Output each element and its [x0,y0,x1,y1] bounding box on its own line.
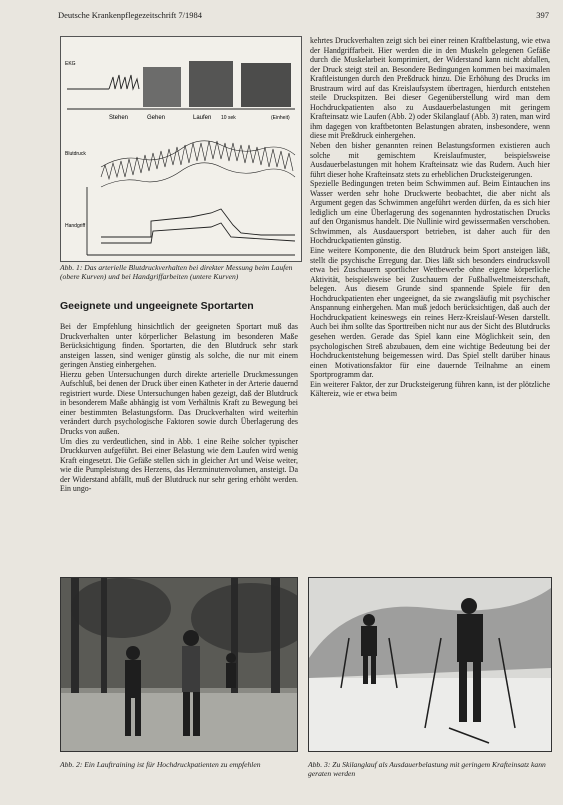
left-column [60,322,298,494]
page-number: 397 [536,10,549,20]
journal-title: Deutsche Krankenpflegezeitschrift 7/1984 [58,10,202,20]
figure-3-ski-photo [308,577,552,752]
right-paragraph-4: Eine weitere Komponente, die den Blutdruck beim Sport ansteigen läßt, stellt die psychische Erregung dar. Dies läßt sich besonders eindrucksvoll etwa bei Zuschauern sportlicher Wettbewerbe ohne eigene körperliche Aktivität, beispielsweise bei Zuschauern der Fußballweltmeisterschaft, belegen. Aus diesem Grunde sind spannende Spiele für den Hochdruckpatienten eher ungeeignet, da sie zwangsläufig mit psychischer Anspannung einhergehen. Man muß jedoch berücksichtigen, daß auch der Hochdruckpatient keineswegs ein reines Herz-Kreislauf-Wesen darstellt. Auch bei ihm sollte das Sporttreiben nicht nur aus der Sicht des Blutdrucks gesehen werden. Gerade das Spiel kann eine Möglichkeit sein, den psychologischen Streß abzubauen, dem eine wichtige Bedeutung bei der Hochdruckentstehung beigemessen wird. Das Spiel stellt darüber hinaus einen Motivationsfaktor für eine dauernde Teilnahme an einem Sportprogramm dar. [310,246,550,380]
right-paragraph-1: kehrtes Druckverhalten zeigt sich bei einer reinen Kraftbelastung, wie etwa der Handgriffarbeit. Hier werden die in den Muskeln gelegenen Gefäße durch die Muskelarbeit komprimiert, der Widerstand kann nicht abfallen, der Druck steigt steil an. Besondere Bedingungen kommen bei maximalen Kraftleistungen durch den Preßdruck hinzu. Die Erhöhung des Drucks im Brustraum wird auf das Kreislaufsystem übertragen, hierdurch entstehen steile Druckspitzen. Bei dieser Gegenüberstellung wird man dem Hochdruckpatienten also zu Ausdauerbelastungen mit geringem Krafteinsatz wie Laufen (Abb. 2) oder Skilanglauf (Abb. 3) raten, man wird ihm dagegen von kraftbetonten Belastungen abraten, insbesondere, wenn diese mit Preßdruck einhergehen. [310,36,550,141]
figure-1-caption: Abb. 1: Das arterielle Blutdruckverhalten bei direkter Messung beim Laufen (obere Kurven) und bei Handgriffarbeiten (untere Kurven) [60,263,293,282]
label-stehen: Stehen [109,115,129,121]
right-column [310,36,550,399]
label-unit-left: 10 sek [221,115,236,121]
label-laufen: Laufen [193,115,212,121]
figure-3-caption: Abb. 3: Zu Skilanglauf als Ausdauerbelastung mit geringem Krafteinsatz kann geraten werden [308,760,546,779]
left-paragraph-3: Um dies zu verdeutlichen, sind in Abb. 1 eine Reihe solcher typischer Druckkurven aufgeführt. Bei einer Belastung wie dem Laufen wird wenig Kraft eingesetzt. Die Gefäße stellen sich in gleicher Art und Weise weiter, wie die Pumpleistung des Herzens, das Herzminutenvolumen, ansteigt. Da der Widerstand abfällt, muß der Blutdruck nur sehr gering erhöht werden. Ein ungo- [60,436,298,494]
label-hand: Handgriff [65,223,86,229]
right-paragraph-5: Ein weiterer Faktor, der zur Drucksteigerung führen kann, ist der plötzliche Kältereiz, wie er etwa beim [310,379,550,399]
right-paragraph-3: Spezielle Bedingungen treten beim Schwimmen auf. Beim Eintauchen ins Wasser werden sehr hohe Druckwerte beobachtet, die aber nicht als Argument gegen das Schwimmen angeführt werden dürfen, da es sich hier lediglich um eine Überlagerung des sogenannten hydrostatischen Drucks auf den Organismus handelt. Die Nullinie wird gewissermaßen verschoben. Schwimmen, als Ausdauersport betrieben, ist daher auch für den Hochdruckpatienten günstig. [310,179,550,246]
runners-in-forest-image [61,578,297,751]
label-unit-right: (Einheit) [271,115,290,121]
cross-country-skiers-image [309,578,551,751]
figure-2-caption: Abb. 2: Ein Lauftraining ist für Hochdruckpatienten zu empfehlen [60,760,261,769]
left-paragraph-2: Hierzu geben Untersuchungen durch direkte arterielle Druckmessungen Aufschluß, bei denen der Druck über einen Katheter in der Arterie dauernd registriert wurde. Diese Untersuchungen haben gezeigt, daß der Blutdruck in besonderem Maße abhängig ist vom Verhältnis Kraft zu Bewegung bei einer bestimmten Belastungsform. Das Druckverhalten wird weiterhin verändert durch psychologische Faktoren sowie durch Überlagerung des Drucks von außen. [60,369,298,437]
label-ekg: EKG [65,61,76,67]
left-paragraph-1: Bei der Empfehlung hinsichtlich der geeigneten Sportart muß das Druckverhalten unter körperlicher Belastung im besonderen Maße Berücksichtigung finden. Sportarten, die den Blutdruck sehr stark ansteigen lassen, sind weniger günstig als solche, die nur mit einem geringen Anstieg einhergehen. [60,322,298,370]
pressure-curve-graphic [61,37,301,261]
right-paragraph-2: Neben den bisher genannten reinen Belastungsformen existieren auch solche mit gemischtem Kreislaufmuster, beispielsweise Ausdauerbelastungen mit hohem Krafteinsatz wie das Rudern. Auch hier führt dieser hohe Krafteinsatz stets zu erheblichen Drucksteigerungen. [310,141,550,179]
figure-2-running-photo [60,577,298,752]
label-pressure: Blutdruck [65,151,86,157]
figure-1-blood-pressure-curves [60,36,302,262]
page-header [0,10,563,24]
label-gehen: Gehen [147,115,166,121]
section-heading: Geeignete und ungeeignete Sportarten [60,300,254,312]
